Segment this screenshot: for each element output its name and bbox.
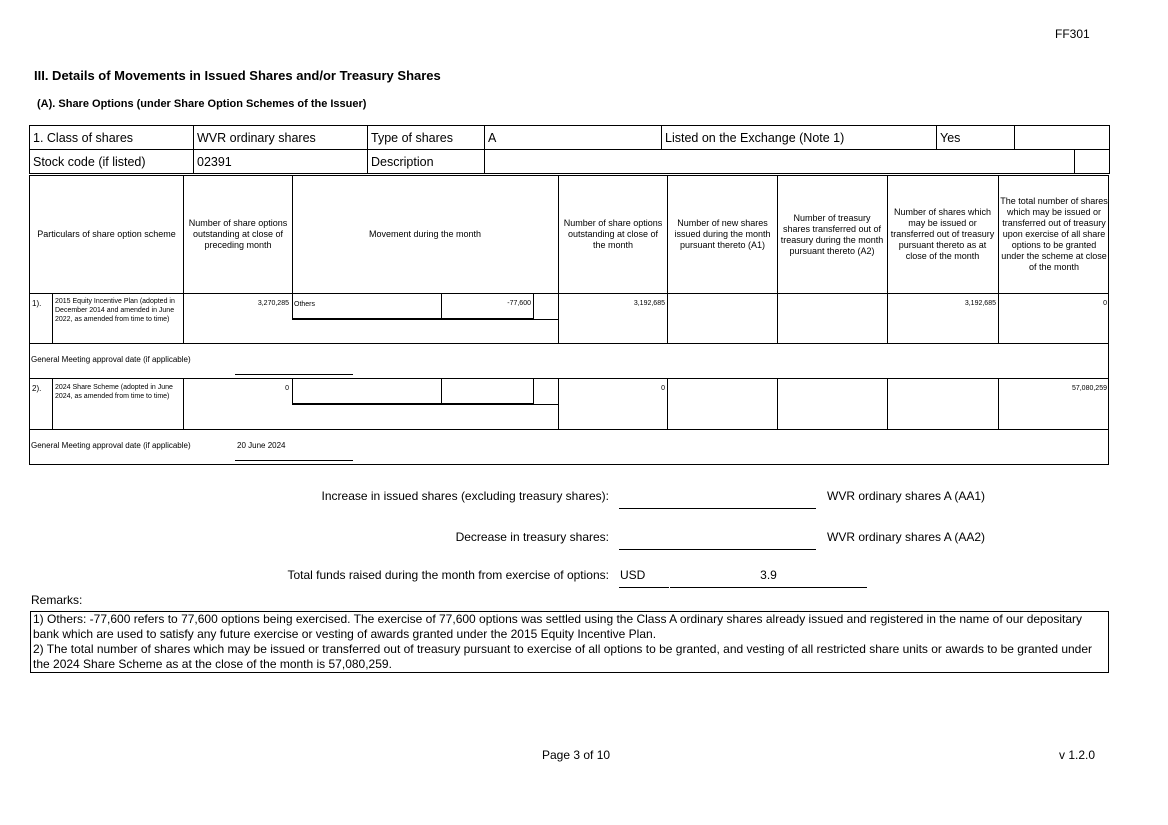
- scheme-1-outstanding-preceding: 3,270,285: [257, 300, 289, 307]
- scheme-2-name: 2024 Share Scheme (adopted in June 2024, as amended from time to time): [55, 384, 173, 400]
- type-of-shares-value: A: [485, 126, 662, 150]
- stock-code-label: Stock code (if listed): [30, 150, 194, 174]
- scheme-1-name: 2015 Equity Incentive Plan (adopted in December 2014 and amended in June 2022, as amended from time to time): [55, 298, 175, 323]
- scheme-2-gm-date: 20 June 2024: [237, 441, 286, 450]
- scheme-2-outstanding-close: 0: [661, 385, 665, 392]
- empty-cell: [1015, 126, 1110, 150]
- share-class-table: [29, 125, 1110, 150]
- form-code: FF301: [1055, 27, 1090, 41]
- type-of-shares-label: Type of shares: [368, 126, 485, 150]
- section-title: III. Details of Movements in Issued Shares and/or Treasury Shares: [34, 68, 441, 83]
- class-of-shares-value: WVR ordinary shares: [194, 126, 368, 150]
- increase-label: Increase in issued shares (excluding treasury shares):: [321, 489, 609, 503]
- description-value: [485, 150, 1075, 174]
- remarks-box: [30, 611, 1109, 673]
- scheme-1-gm-label: General Meeting approval date (if applicable): [31, 355, 191, 364]
- scheme-2-movement-type-box: [292, 378, 442, 404]
- scheme-1-may-be-issued: 3,192,685: [964, 300, 996, 307]
- col-outstanding-preceding: Number of share options outstanding at close of preceding month: [188, 218, 288, 250]
- col-particulars: Particulars of share option scheme: [37, 229, 176, 239]
- page-number: Page 3 of 10: [542, 748, 611, 762]
- scheme-1-total-may-be-issued: 0: [1103, 300, 1107, 307]
- empty-cell: [1075, 150, 1110, 174]
- increase-unit: WVR ordinary shares A (AA1): [827, 489, 986, 503]
- scheme-1-index: 1).: [32, 299, 42, 308]
- scheme-2-index: 2).: [32, 384, 42, 393]
- funds-label: Total funds raised during the month from exercise of options:: [287, 568, 609, 582]
- col-outstanding-close: Number of share options outstanding at close of the month: [563, 218, 663, 250]
- description-label: Description: [368, 150, 485, 174]
- listed-label: Listed on the Exchange (Note 1): [662, 126, 937, 150]
- col-new-shares: Number of new shares issued during the month pursuant thereto (A1): [674, 218, 771, 250]
- col-may-be-issued: Number of shares which may be issued or transferred out of treasury pursuant thereto as at close of the month: [890, 207, 995, 261]
- scheme-1-gm-date-line: [235, 359, 353, 375]
- remark-1: 1) Others: -77,600 refers to 77,600 options being exercised. The exercise of 77,600 options was settled using the Class A ordinary shares already issued and registered in the name of our depositary bank which are used to satisfy any future exercise or vesting of awards granted under the 2015 Equity Incentive Plan.: [33, 612, 1083, 641]
- listed-value: Yes: [937, 126, 1015, 150]
- subsection-title: (A). Share Options (under Share Option Schemes of the Issuer): [37, 98, 367, 110]
- decrease-label: Decrease in treasury shares:: [455, 530, 609, 544]
- scheme-2-total-may-be-issued: 57,080,259: [1071, 385, 1107, 392]
- decrease-value-line: [619, 534, 816, 550]
- funds-value: 3.9: [760, 568, 777, 582]
- funds-currency: USD: [620, 568, 646, 582]
- scheme-1-movement-type: Others: [294, 301, 316, 308]
- scheme-2-outstanding-preceding: 0: [285, 385, 289, 392]
- col-total-may-be-issued: The total number of shares which may be issued or transferred out of treasury upon exercise of all share options to be granted under the scheme at close of the month: [1000, 196, 1108, 272]
- col-movement: Movement during the month: [368, 229, 482, 239]
- scheme-2-gm-label: General Meeting approval date (if applicable): [31, 441, 191, 450]
- increase-value-line: [619, 493, 816, 509]
- remark-2: 2) The total number of shares which may be issued or transferred out of treasury pursuant to exercise of all options to be granted, and vesting of all restricted share units or awards to be granted under the 2024 Share Scheme as at the close of the month is 57,080,259.: [33, 642, 1093, 671]
- scheme-1-movement-value: -77,600: [507, 300, 531, 307]
- scheme-2-movement-value-box: [441, 378, 534, 404]
- decrease-unit: WVR ordinary shares A (AA2): [827, 530, 986, 544]
- scheme-1-outstanding-close: 3,192,685: [633, 300, 665, 307]
- version: v 1.2.0: [1059, 748, 1096, 762]
- col-treasury-transferred: Number of treasury shares transferred out of treasury during the month pursuant thereto (A2): [780, 212, 884, 256]
- class-of-shares-label: 1. Class of shares: [30, 126, 194, 150]
- remarks-label: Remarks:: [31, 593, 83, 607]
- stock-code-value: 02391: [194, 150, 368, 174]
- stock-code-table: [29, 149, 1110, 174]
- share-options-table: [29, 175, 1109, 465]
